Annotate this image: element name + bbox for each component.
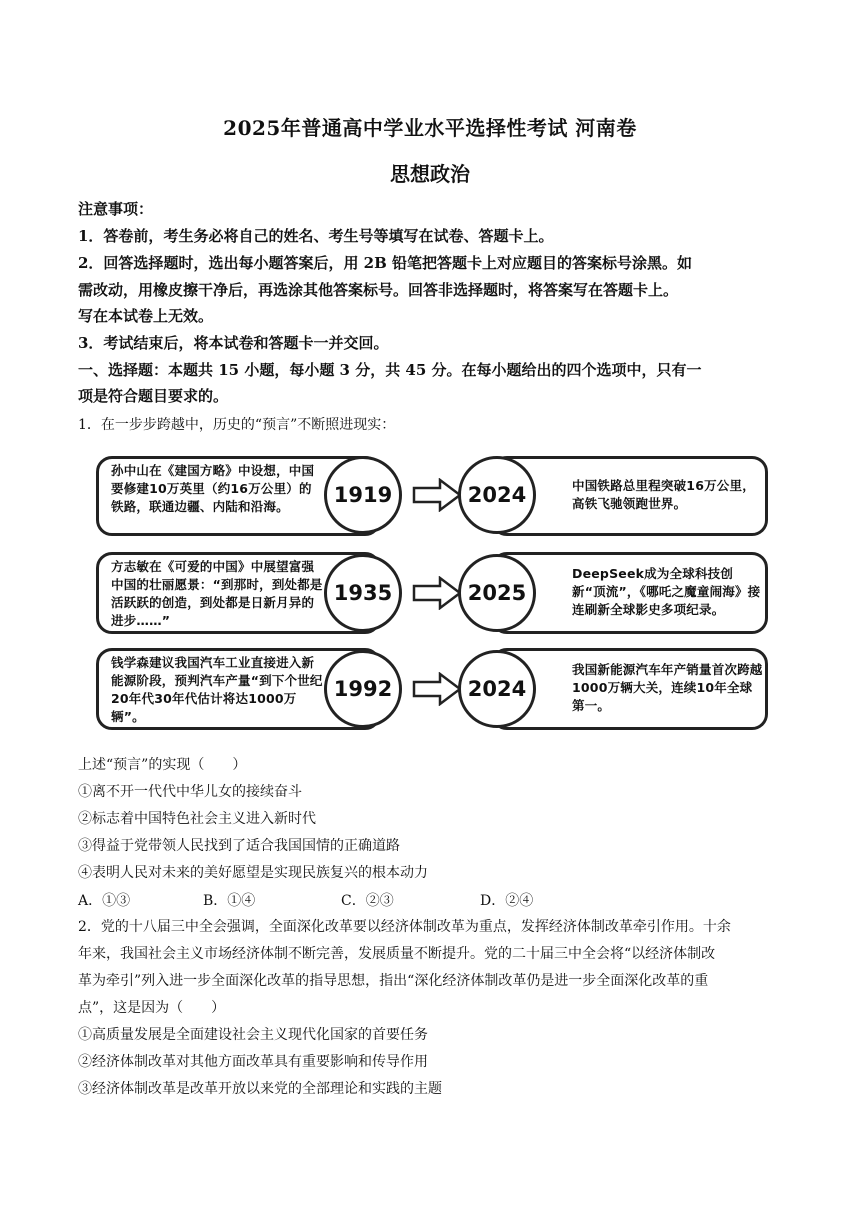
- notice-item-2-line-1: 2．回答选择题时，选出每小题答案后，用 2B 铅笔把答题卡上对应题目的答案标号涂黑。如: [78, 254, 693, 272]
- q2-line-2: 年来，我国社会主义市场经济体制不断完善，发展质量不断提升。党的二十届三中全会将“以经济体制改: [78, 946, 716, 962]
- exam-title: 2025年普通高中学业水平选择性考试 河南卷: [223, 116, 637, 140]
- row1-right-text: 中国铁路总里程突破16万公里，高铁飞驰领跑世界。: [572, 478, 755, 511]
- section1-line-1: 一、选择题：本题共 15 小题，每小题 3 分，共 45 分。在每小题给出的四个选项中，只有一: [78, 361, 702, 379]
- row2-year-to: 2025: [458, 554, 536, 632]
- row2-arrow-icon: [412, 576, 462, 610]
- row2-right-text: DeepSeek成为全球科技创新“顶流”，《哪吒之魔童闹海》接连刷新全球影史多项纪录。: [572, 566, 761, 617]
- q2-line-1: 2．党的十八届三中全会强调，全面深化改革要以经济体制改革为重点，发挥经济体制改革牵引作用。十余: [78, 919, 731, 935]
- row3-year-from: 1992: [324, 650, 402, 728]
- q2-statement-2: ②经济体制改革对其他方面改革具有重要影响和传导作用: [78, 1054, 428, 1070]
- q1-question: 上述“预言”的实现（ ）: [78, 757, 247, 773]
- notice-heading: 注意事项：: [78, 200, 154, 218]
- section1-line-2: 项是符合题目要求的。: [78, 387, 229, 405]
- q1-statement-2: ②标志着中国特色社会主义进入新时代: [78, 811, 316, 827]
- notice-item-1: 1．答卷前，考生务必将自己的姓名、考生号等填写在试卷、答题卡上。: [78, 227, 554, 245]
- q1-option-a[interactable]: A．①③: [78, 893, 131, 909]
- q2-statement-3: ③经济体制改革是改革开放以来党的全部理论和实践的主题: [78, 1081, 442, 1097]
- row2-year-from: 1935: [324, 554, 402, 632]
- row1-year-from: 1919: [324, 456, 402, 534]
- prophecy-diagram: [96, 446, 768, 738]
- q1-statement-3: ③得益于党带领人民找到了适合我国国情的正确道路: [78, 838, 400, 854]
- row3-year-to: 2024: [458, 650, 536, 728]
- q1-stem: 1．在一步步跨越中，历史的“预言”不断照进现实：: [78, 417, 396, 433]
- row1-arrow-icon: [412, 478, 462, 512]
- row1-left-text: 孙中山在《建国方略》中设想，中国要修建10万英里（约16万公里）的铁路，联通边疆、内陆和沿海。: [111, 463, 315, 514]
- q1-statement-4: ④表明人民对未来的美好愿望是实现民族复兴的根本动力: [78, 865, 428, 881]
- subject-title: 思想政治: [390, 162, 470, 186]
- notice-item-2-line-2: 需改动，用橡皮擦干净后，再选涂其他答案标号。回答非选择题时，将答案写在答题卡上。: [78, 281, 679, 299]
- q1-option-b[interactable]: B．①④: [203, 893, 256, 909]
- row1-year-to: 2024: [458, 456, 536, 534]
- q1-statement-1: ①离不开一代代中华儿女的接续奋斗: [78, 784, 302, 800]
- row2-left-text: 方志敏在《可爱的中国》中展望富强中国的壮丽愿景：“到那时，到处都是活跃跃的创造，到处都是日新月异的进步……”: [111, 559, 323, 628]
- q2-line-3: 革为牵引”列入进一步全面深化改革的指导思想，指出“深化经济体制改革仍是进一步全面深化改革的重: [78, 973, 709, 989]
- q1-option-d[interactable]: D．②④: [480, 893, 534, 909]
- q2-statement-1: ①高质量发展是全面建设社会主义现代化国家的首要任务: [78, 1027, 428, 1043]
- notice-item-2-line-3: 写在本试卷上无效。: [78, 307, 214, 325]
- row3-right-text: 我国新能源汽车年产销量首次跨越1000万辆大关，连续10年全球第一。: [572, 662, 763, 713]
- row3-arrow-icon: [412, 672, 462, 706]
- notice-item-3: 3．考试结束后，将本试卷和答题卡一并交回。: [78, 334, 389, 352]
- q1-option-c[interactable]: C．②③: [341, 893, 394, 909]
- q2-line-4: 点”，这是因为（ ）: [78, 1000, 226, 1016]
- row3-left-text: 钱学森建议我国汽车工业直接进入新能源阶段，预判汽车产量“到下个世纪20年代30年代估计将达1000万辆”。: [111, 655, 323, 724]
